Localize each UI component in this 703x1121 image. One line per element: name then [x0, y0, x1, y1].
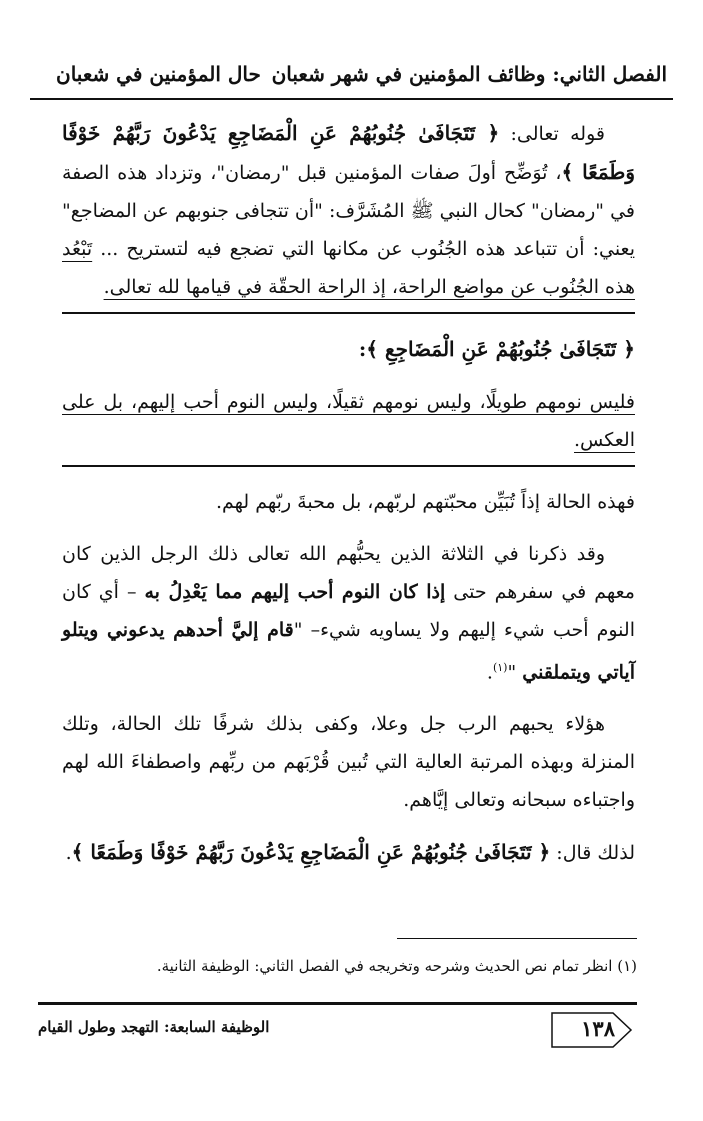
footnote-divider [397, 938, 637, 939]
p7-tail: . [65, 842, 72, 865]
quran-verse-heading: ﴿ تَتَجَافَىٰ جُنُوبُهُمْ عَنِ الْمَضَاجِعِ ﴾: [358, 337, 635, 361]
page-number: ١٣٨ [581, 1016, 615, 1041]
p1-text: ، تُوَضِّح أولَ صفات المؤمنين قبل "رمضان"، وتزداد هذه الصفة في "رمضان" كحال النبي ﷺ المُشَرَّف: "أن تتجافى جنوبهم عن المضاجع" يعني: أن تتباعد هذه الجُنُوب عن مكانها التي تضجع فيه لتستريح ... [62, 162, 635, 260]
p5-tail: . [486, 661, 493, 684]
paragraph-3: فليس نومهم طويلًا، وليس نومهم ثقيلًا، وليس النوم أحب إليهم، بل على العكس. [62, 383, 635, 467]
quran-verse: ﴿ تَتَجَافَىٰ جُنُوبُهُمْ عَنِ الْمَضَاجِعِ يَدْعُونَ رَبَّهُمْ خَوْفًا وَطَمَعًا ﴾ [71, 840, 551, 865]
p5-lead: وقد ذكرنا في الثلاثة الذين يحبُّهم الله تعالى ذلك الرجل الذين كان معهم في سفرهم حتى [62, 543, 635, 603]
footer-title: الوظيفة السابعة: التهجد وطول القيام [38, 1018, 270, 1036]
paragraph-2 [62, 330, 635, 369]
p5-quote-end: " [507, 661, 523, 684]
p7-lead: لذلك قال: [550, 842, 635, 865]
paragraph-1 [62, 114, 635, 314]
footnote-marker[interactable]: (١) [492, 661, 508, 674]
paragraph-7 [62, 833, 635, 872]
p1-lead: قوله تعالى: [499, 123, 605, 145]
p5-bold-text: إذا كان النوم أحب إليهم مما يَعْدِلُ به [144, 581, 446, 603]
running-header [30, 58, 673, 100]
quran-verse: ﴿ تَتَجَافَىٰ جُنُوبُهُمْ عَنِ الْمَضَاجِعِ يَدْعُونَ رَبَّهُمْ خَوْفًا وَطَمَعًا ﴾ [62, 121, 636, 184]
paragraph-6: هؤلاء يحبهم الرب جل وعلا، وكفى بذلك شرفًا تلك الحالة، وتلك المنزلة وبهذه المرتبة العالية التي تُبين قُرْبَهم من ربِّهم واصطفاءَ الله لهم واجتباءه سبحانه وتعالى إيَّاهم. [62, 713, 635, 812]
footnote: (١) انظر تمام نص الحديث وشرحه وتخريجه في الفصل الثاني: الوظيفة الثانية. [156, 957, 637, 975]
p5-mid: – أي كان النوم أحب شيء إليهم ولا يساويه شيء– " [62, 581, 635, 641]
body-text [62, 114, 635, 886]
p1-underlined-text: تَبْعُد هذه الجُنُوب عن مواضع الراحة، إذ الراحة الحقّة في قيامها لله تعالى. [62, 238, 635, 298]
hadith-quote: قام إليَّ أحدهم يدعوني ويتلو آياتي ويتملقني [62, 619, 635, 684]
page-number-tab [551, 1012, 633, 1048]
paragraph-5 [62, 535, 635, 691]
section-title: حال المؤمنين في شعبان [56, 62, 261, 86]
chapter-title: الفصل الثاني: وظائف المؤمنين في شهر شعبان [271, 62, 667, 86]
paragraph-4: فهذه الحالة إذاً تُبَيِّن محبّتهم لربّهم، بل محبةَ ربّهم لهم. [215, 491, 635, 513]
footer-divider [38, 1002, 637, 1005]
